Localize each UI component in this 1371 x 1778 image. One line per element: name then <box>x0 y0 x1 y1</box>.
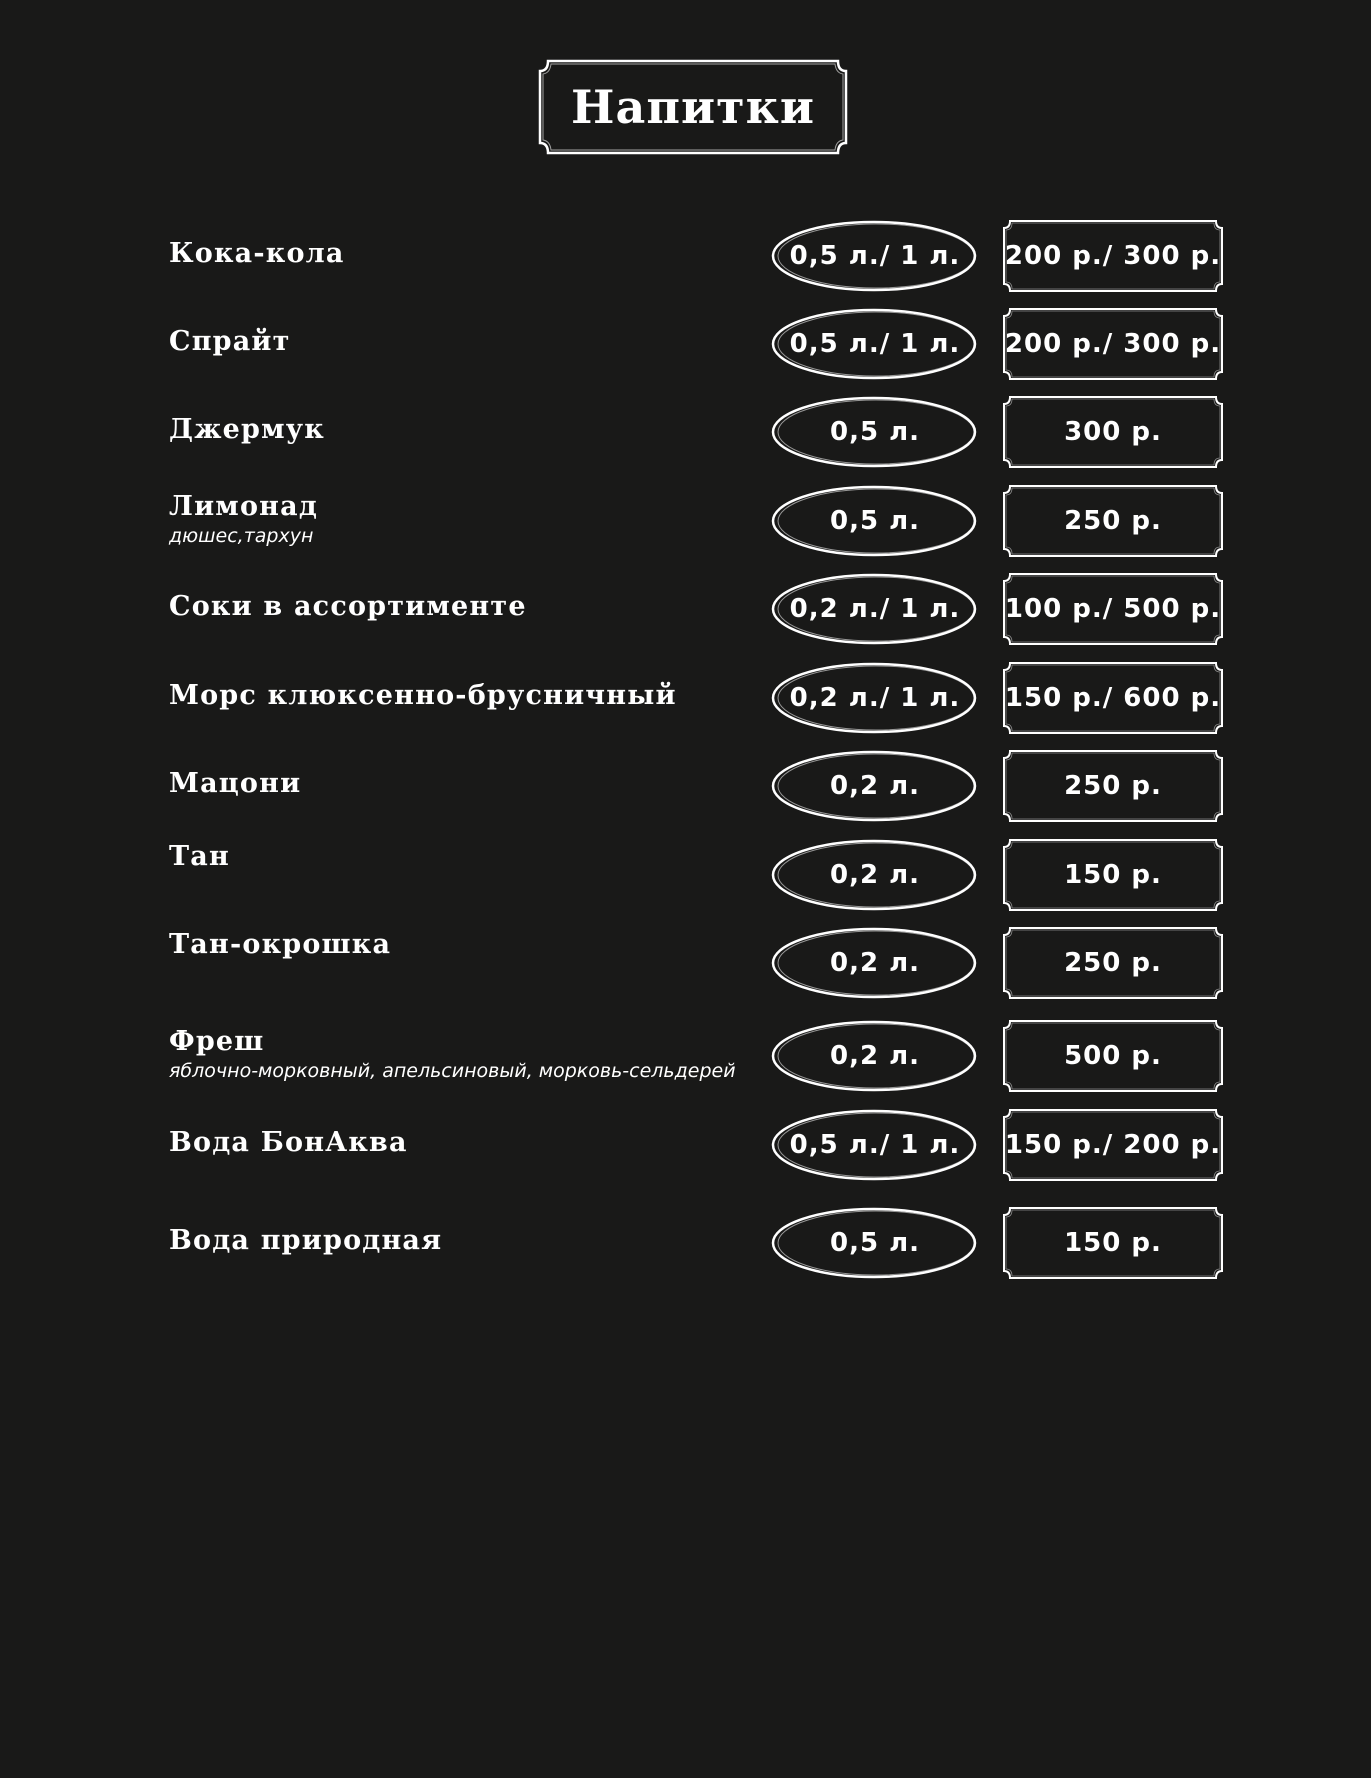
item-name: Лимонад <box>169 491 319 522</box>
volume-badge <box>770 483 980 559</box>
item-name: Джермук <box>169 414 325 445</box>
volume-badge <box>770 837 980 913</box>
item-volume: 0,5 л./ 1 л. <box>789 1130 961 1160</box>
price-badge <box>1000 218 1226 294</box>
item-price: 250 р. <box>1064 506 1162 536</box>
volume-badge <box>770 1018 980 1094</box>
item-price: 150 р. <box>1064 860 1162 890</box>
item-volume: 0,2 л. <box>829 860 921 890</box>
price-badge <box>1000 394 1226 470</box>
price-badge <box>1000 925 1226 1001</box>
volume-badge <box>770 394 980 470</box>
item-volume: 0,5 л. <box>829 1228 921 1258</box>
item-name: Вода БонАква <box>169 1127 408 1158</box>
volume-badge <box>770 1107 980 1183</box>
menu-item <box>0 660 1371 736</box>
menu-item <box>0 748 1371 824</box>
volume-badge <box>770 218 980 294</box>
item-note: дюшес,тархун <box>169 525 314 547</box>
price-badge <box>1000 571 1226 647</box>
item-volume: 0,2 л./ 1 л. <box>789 683 961 713</box>
item-price: 200 р./ 300 р. <box>1004 241 1222 271</box>
volume-badge <box>770 925 980 1001</box>
menu-item <box>0 1205 1371 1281</box>
item-volume: 0,5 л. <box>829 506 921 536</box>
item-name: Тан-окрошка <box>169 929 392 960</box>
item-name: Мацони <box>169 768 302 799</box>
item-price: 250 р. <box>1064 948 1162 978</box>
volume-badge <box>770 1205 980 1281</box>
item-price: 500 р. <box>1064 1041 1162 1071</box>
menu-item <box>0 394 1371 470</box>
item-volume: 0,5 л./ 1 л. <box>789 329 961 359</box>
item-name: Вода природная <box>169 1225 443 1256</box>
price-badge <box>1000 306 1226 382</box>
price-badge <box>1000 1107 1226 1183</box>
item-name: Спрайт <box>169 326 291 357</box>
menu-item <box>0 571 1371 647</box>
price-badge <box>1000 483 1226 559</box>
price-badge <box>1000 837 1226 913</box>
item-name: Соки в ассортименте <box>169 591 527 622</box>
item-volume: 0,5 л. <box>829 417 921 447</box>
volume-badge <box>770 306 980 382</box>
menu-item <box>0 1107 1371 1183</box>
item-price: 300 р. <box>1064 417 1162 447</box>
item-name: Кока-кола <box>169 238 345 269</box>
menu-item <box>0 483 1371 559</box>
item-volume: 0,2 л. <box>829 1041 921 1071</box>
menu-title: Напитки <box>571 80 815 134</box>
price-badge <box>1000 1205 1226 1281</box>
price-badge <box>1000 1018 1226 1094</box>
item-price: 150 р./ 600 р. <box>1004 683 1222 713</box>
menu-item <box>0 837 1371 913</box>
volume-badge <box>770 660 980 736</box>
item-name: Тан <box>169 841 230 872</box>
item-price: 200 р./ 300 р. <box>1004 329 1222 359</box>
price-badge <box>1000 748 1226 824</box>
menu-item <box>0 1018 1371 1094</box>
price-badge <box>1000 660 1226 736</box>
item-price: 100 р./ 500 р. <box>1004 594 1222 624</box>
item-price: 250 р. <box>1064 771 1162 801</box>
volume-badge <box>770 571 980 647</box>
item-note: яблочно-морковный, апельсиновый, морковь-сельдерей <box>169 1060 736 1082</box>
item-name: Фреш <box>169 1026 265 1057</box>
menu-item <box>0 218 1371 294</box>
menu-item <box>0 306 1371 382</box>
item-price: 150 р./ 200 р. <box>1004 1130 1222 1160</box>
item-volume: 0,2 л. <box>829 948 921 978</box>
item-volume: 0,2 л./ 1 л. <box>789 594 961 624</box>
menu-item <box>0 925 1371 1001</box>
item-volume: 0,5 л./ 1 л. <box>789 241 961 271</box>
volume-badge <box>770 748 980 824</box>
item-price: 150 р. <box>1064 1228 1162 1258</box>
item-name: Морс клюксенно-брусничный <box>169 680 677 711</box>
item-volume: 0,2 л. <box>829 771 921 801</box>
